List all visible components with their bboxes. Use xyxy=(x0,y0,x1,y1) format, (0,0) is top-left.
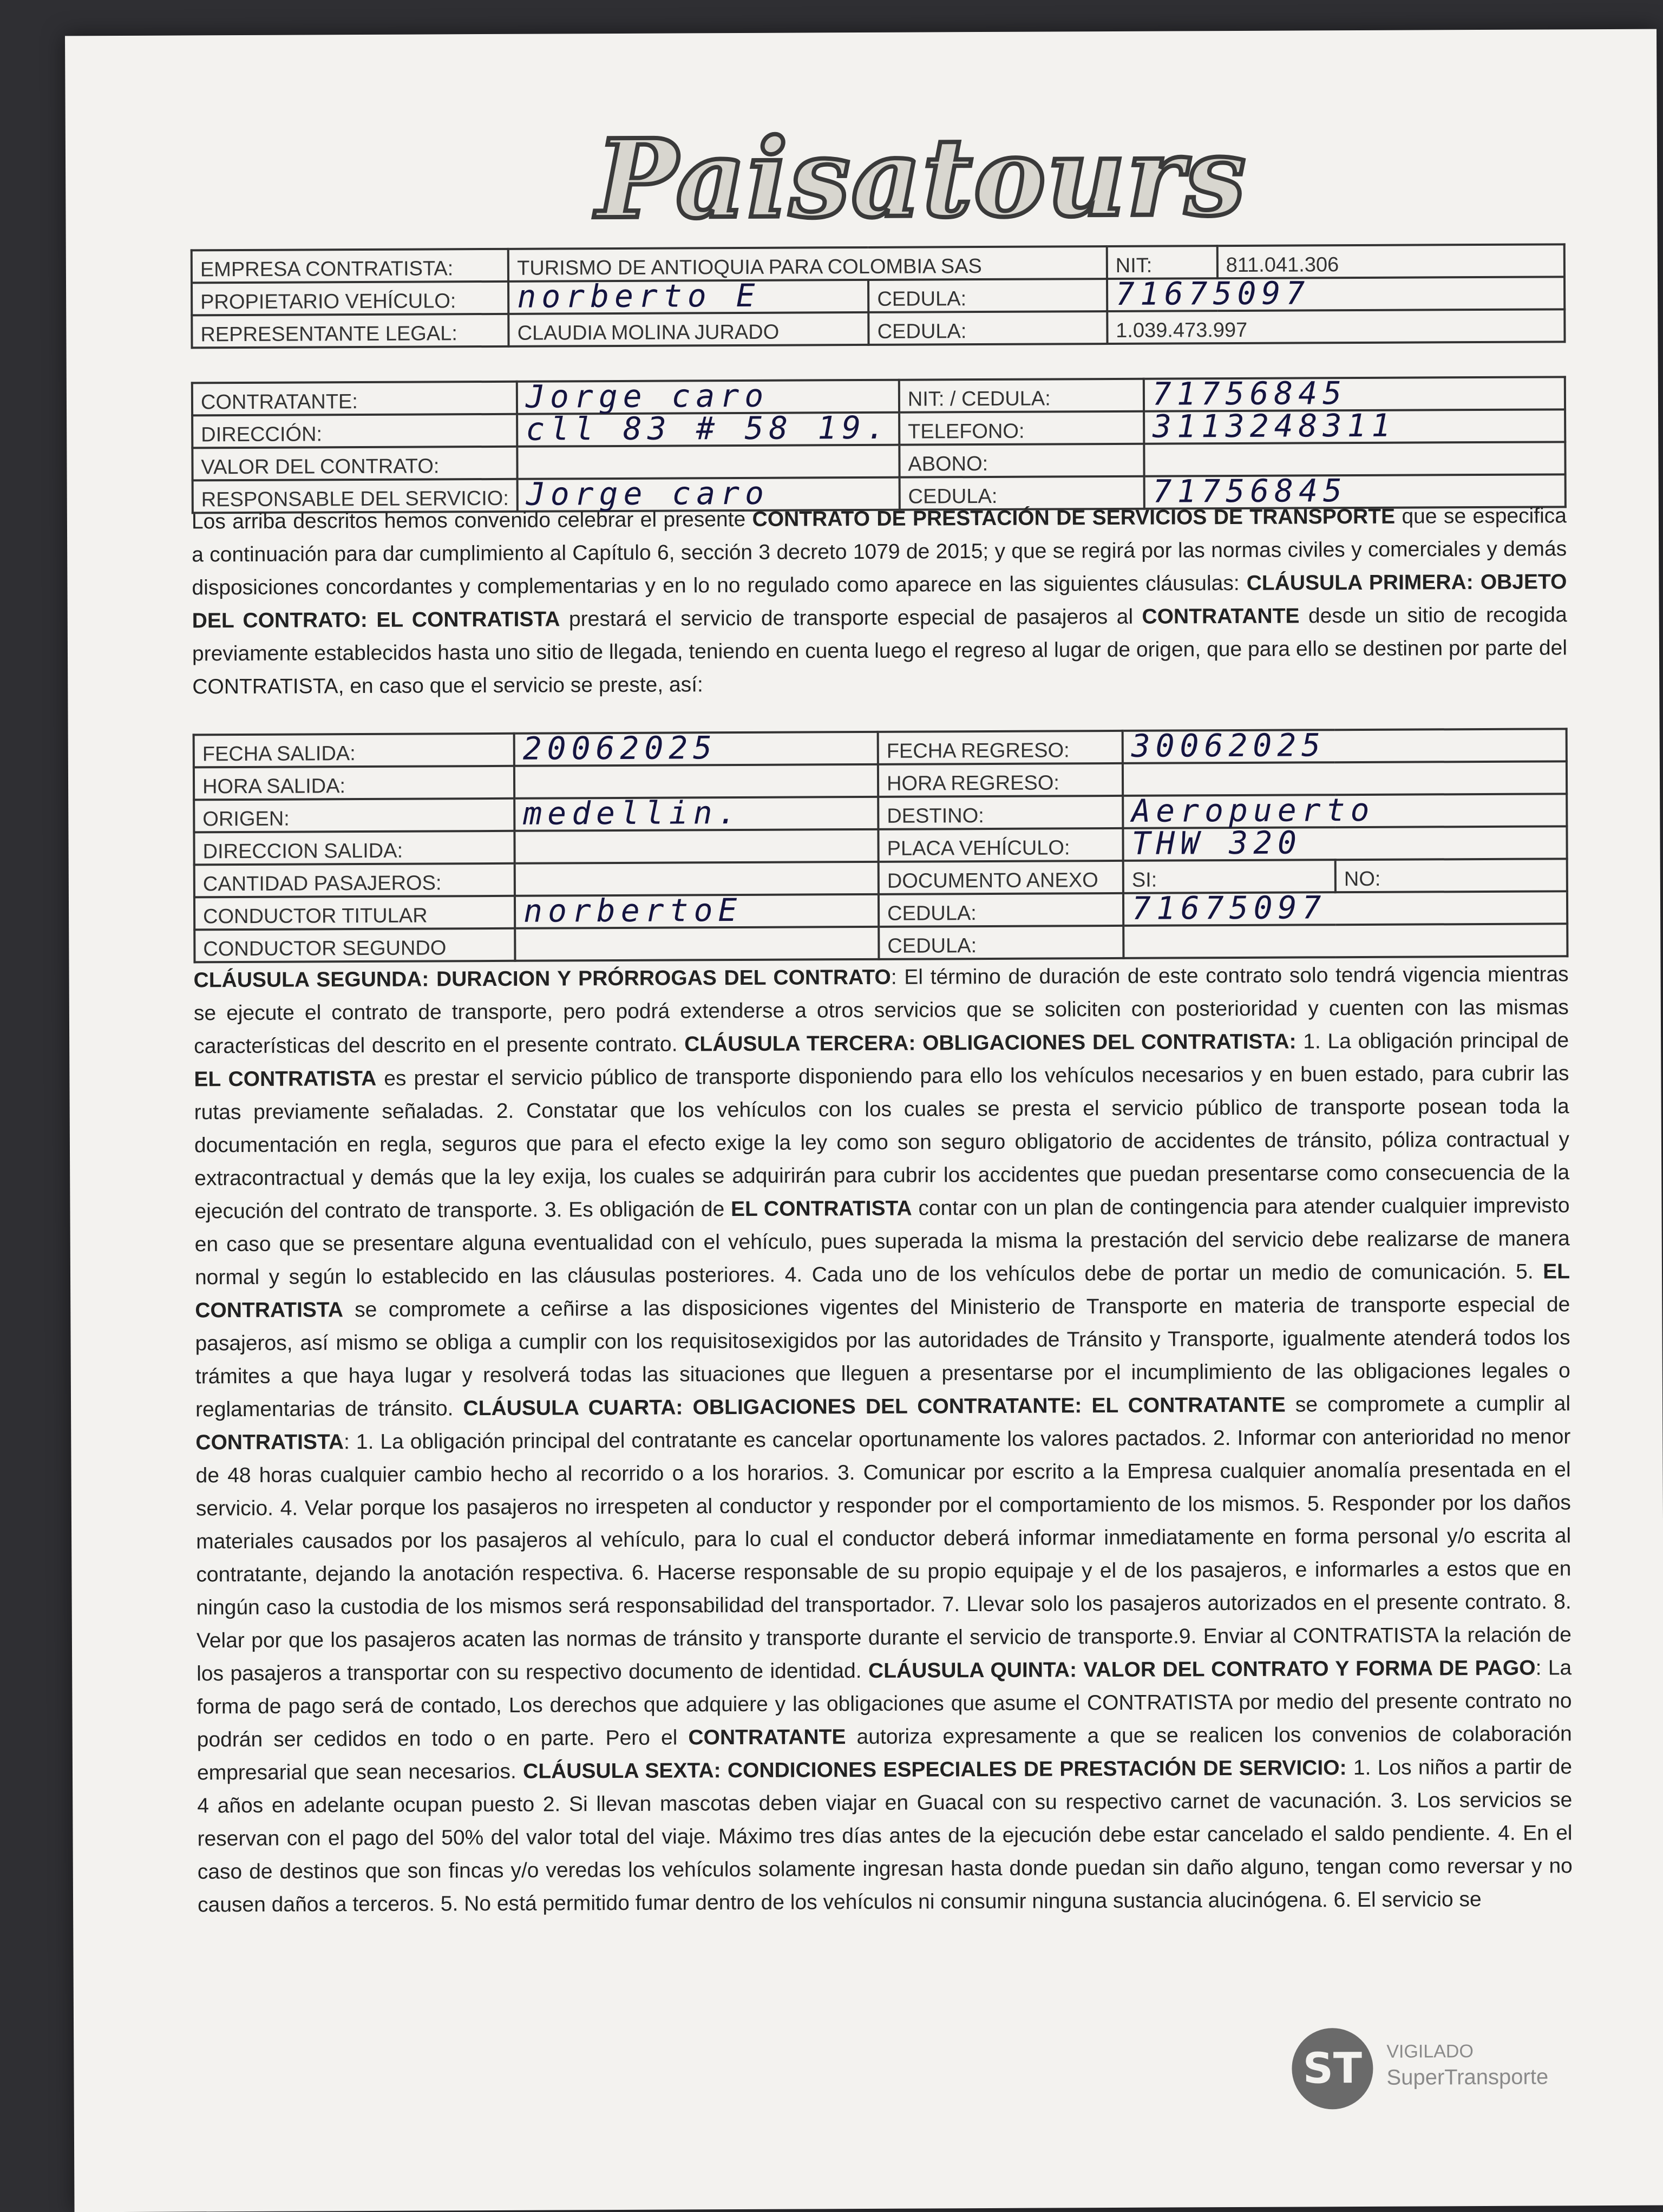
supertransporte-stamp xyxy=(1292,2027,1563,2104)
representante-value: CLAUDIA MOLINA JURADO xyxy=(509,312,869,346)
contratante-table xyxy=(191,376,1567,514)
fecha-salida-handwriting: 20062025 xyxy=(522,729,718,767)
cantidad-value xyxy=(515,862,879,896)
nit-cedula-handwriting: 71756845 xyxy=(1152,375,1347,413)
nit-cedula-label: NIT: / CEDULA: xyxy=(899,379,1144,413)
origen-handwriting: medellin. xyxy=(523,794,742,832)
propietario-value xyxy=(508,277,868,315)
hora-regreso-value xyxy=(1123,761,1567,796)
fecha-salida-label: FECHA SALIDA: xyxy=(194,734,514,768)
cantidad-label: CANTIDAD PASAJEROS: xyxy=(194,863,515,898)
cedula-titular-handwriting: 71675097 xyxy=(1131,889,1327,927)
nit-value: 811.041.306 xyxy=(1217,244,1564,278)
representante-label: REPRESENTANTE LEGAL: xyxy=(192,314,509,348)
documento-label: DOCUMENTO ANEXO xyxy=(879,861,1123,894)
cedula-handwriting: 71756845 xyxy=(1153,472,1348,510)
supertransporte-text: SuperTransporte xyxy=(1386,2065,1549,2090)
fecha-regreso-handwriting: 30062025 xyxy=(1131,727,1326,764)
fecha-regreso-label: FECHA REGRESO: xyxy=(878,731,1123,764)
contratante-handwriting: Jorge caro xyxy=(525,377,769,415)
cedula1-value xyxy=(1107,274,1564,312)
origen-value xyxy=(514,794,878,832)
cedula-segundo-label: CEDULA: xyxy=(879,926,1123,959)
responsable-handwriting: Jorge caro xyxy=(526,474,770,513)
fecha-salida-value xyxy=(514,729,878,767)
contratante-label: CONTRATANTE: xyxy=(192,382,517,416)
telefono-value xyxy=(1144,409,1565,443)
responsable-label: RESPONSABLE DEL SERVICIO: xyxy=(193,479,518,513)
direccion-value xyxy=(517,409,899,448)
logo-text: Paisatours xyxy=(595,113,1247,244)
hora-regreso-label: HORA REGRESO: xyxy=(878,763,1123,797)
vigilado-text: VIGILADO xyxy=(1386,2041,1474,2062)
cedula-titular-label: CEDULA: xyxy=(879,893,1123,927)
propietario-handwriting: norberto E xyxy=(517,277,761,315)
valor-label: VALOR DEL CONTRATO: xyxy=(192,447,517,481)
company-table xyxy=(191,243,1566,349)
destino-handwriting: Aeropuerto xyxy=(1131,791,1375,829)
fecha-regreso-value xyxy=(1123,729,1567,763)
conductor-titular-value xyxy=(515,891,879,930)
telefono-label: TELEFONO: xyxy=(899,411,1144,445)
company-logo xyxy=(595,107,1247,250)
empresa-value-text: TURISMO DE ANTIOQUIA PARA COLOMBIA SAS xyxy=(517,255,982,280)
no-cell: NO: xyxy=(1335,859,1567,892)
empresa-value xyxy=(508,246,1107,282)
placa-value xyxy=(1123,826,1567,861)
contract-page xyxy=(65,29,1663,2212)
destino-value xyxy=(1123,791,1567,829)
direccion-salida-value xyxy=(514,829,878,863)
direccion-label: DIRECCIÓN: xyxy=(192,414,517,448)
empresa-label: EMPRESA CONTRATISTA: xyxy=(192,249,509,283)
destino-label: DESTINO: xyxy=(878,796,1123,829)
nit-label: NIT: xyxy=(1107,246,1217,279)
cedula-label: CEDULA: xyxy=(899,476,1144,510)
intro-paragraph: Los arriba descritos hemos convenido celebrar el presente CONTRATO DE PRESTACIÓN DE SERVICIOS DE TRANSPORTE que se especifica a continuación para dar cumplimiento al Capítulo 6, sección 3 decreto 1079 de 2015; y que se regirá por las normas civiles y comerciales y demás disposiciones concordantes y complementarias y en lo no regulado como aparece en las siguientes cláusulas: CLÁUSULA PRIMERA: OBJETO DEL CONTRATO: EL CONTRATISTA prestará el servicio de transporte especial de pasajeros al CONTRATANTE desde un sitio de recogida previamente establecidos hasta uno sitio de llegada, teniendo en cuenta luego el regreso al lugar de origen, que para ello se destinen por parte del CONTRATISTA, en caso que el servicio se preste, así: xyxy=(191,504,1568,699)
abono-value xyxy=(1144,442,1565,476)
direccion-handwriting: cll 83 # 58 19. xyxy=(526,409,891,448)
supertransporte-logo-icon: ST xyxy=(1292,2028,1373,2110)
cedula2-value: 1.039.473.997 xyxy=(1107,309,1564,344)
conductor-segundo-value xyxy=(515,927,879,961)
placa-handwriting: THW 320 xyxy=(1131,824,1302,862)
cedula1-handwriting: 71675097 xyxy=(1115,274,1311,312)
conductor-segundo-label: CONDUCTOR SEGUNDO xyxy=(194,928,515,963)
clauses-paragraph: CLÁUSULA SEGUNDA: DURACION Y PRÓRROGAS DEL CONTRATO: El término de duración de este contrato solo tendrá vigencia mientras se ejecute el contrato de transporte, pero podrá extenderse a otros servicios que se soliciten con posterioridad y cuenten con las mismas características del descrito en el presente contrato. CLÁUSULA TERCERA: OBLIGACIONES DEL CONTRATISTA: 1. La obligación principal de EL CONTRATISTA es prestar el servicio público de transporte disponiendo para ello los vehículos necesarios y en buen estado, para cubrir las rutas previamente señaladas. 2. Constatar que los vehículos con los cuales se presta el servicio público de transporte posean toda la documentación en regla, seguros que para el efecto exige la ley como son seguro obligatorio de accidentes de tránsito, póliza contractual y extracontractual y demás que la ley exija, los cuales se adquirirán para cubrir los accidentes que puedan presentarse como consecuencia de la ejecución del contrato de transporte. 3. Es obligación de EL CONTRATISTA contar con un plan de contingencia para atender cualquier imprevisto en caso que se presentare alguna eventualidad con el vehículo, pues superada la misma la prestación del servicio debe realizarse de manera normal y según lo establecido en las cláusulas posteriores. 4. Cada uno de los vehículos debe de portar un medio de comunicación. 5. EL CONTRATISTA se compromete a ceñirse a las disposiciones vigentes del Ministerio de Transporte en materia de transporte especial de pasajeros, así mismo se obliga a cumplir con los requisitosexigidos por las autoridades de Tránsito y Transporte, igualmente atenderá todos los trámites a que haya lugar y resolverá todas las situaciones que lleguen a presentarse por el incumplimiento de las obligaciones legales o reglamentarias de tránsito. CLÁUSULA CUARTA: OBLIGACIONES DEL CONTRATANTE: EL CONTRATANTE se compromete a cumplir al CONTRATISTA: 1. La obligación principal del contratante es cancelar oportunamente los valores pactados. 2. Informar con anterioridad no menor de 48 horas cualquier cambio hecho al recorrido o a los horarios. 3. Comunicar por escrito a la Empresa cualquier anomalía presentada en el servicio. 4. Velar porque los pasajeros no irrespeten al conductor y responder por el comportamiento de los mismos. 5. Responder por los daños materiales causados por los pasajeros al vehículo, para lo cual el conductor deberá informar inmediatamente en forma personal y/o escrita al contratante, dejando la anotación respectiva. 6. Hacerse responsable de su propio equipaje y el de los pasajeros, e informarles a estos que en ningún caso la custodia de los mismos será responsabilidad del transportador. 7. Llevar solo los pasajeros autorizados en el presente contrato. 8. Velar por que los pasajeros acaten las normas de tránsito y transporte durante el servicio de transporte.9. Enviar al CONTRATISTA la relación de los pasajeros a transportar con su respectivo documento de identidad. CLÁUSULA QUINTA: VALOR DEL CONTRATO Y FORMA DE PAGO: La forma de pago será de contado, Los derechos que adquiere y las obligaciones que asume el CONTRATISTA por medio del presente contrato no podrán ser cedidos en todo o en parte. Pero el CONTRATANTE autoriza expresamente a que se realicen los convenios de colaboración empresarial que sean necesarios. CLÁUSULA SEXTA: CONDICIONES ESPECIALES DE PRESTACIÓN DE SERVICIO: 1. Los niños a partir de 4 años en adelante ocupan puesto 2. Si llevan mascotas deben viajar en Guacal con su respectivo carnet de vacunación. 3. Los servicios se reservan con el pago del 50% del valor total del viaje. Máximo tres días antes de la ejecución debe estar cancelado el saldo pendiente. 4. En el caso de destinos que son fincas y/o veredas los vehículos solamente ingresan hasta donde puedan sin daño alguno, tengan como reversar y no causen daños a terceros. 5. No está permitido fumar dentro de los vehículos ni consumir ninguna sustancia alucinógena. 6. El servicio se xyxy=(193,963,1573,1917)
cedula1-label: CEDULA: xyxy=(868,279,1107,312)
placa-label: PLACA VEHÍCULO: xyxy=(878,828,1123,862)
trip-table xyxy=(193,728,1569,963)
direccion-salida-label: DIRECCION SALIDA: xyxy=(194,831,514,865)
valor-value xyxy=(517,445,899,479)
hora-salida-value xyxy=(514,764,878,799)
hora-salida-label: HORA SALIDA: xyxy=(194,766,514,800)
propietario-label: PROPIETARIO VEHÍCULO: xyxy=(192,282,509,316)
cedula2-label: CEDULA: xyxy=(869,311,1108,345)
abono-label: ABONO: xyxy=(899,444,1144,477)
conductor-titular-label: CONDUCTOR TITULAR xyxy=(194,896,515,930)
origen-label: ORIGEN: xyxy=(194,799,514,833)
cedula-segundo-value xyxy=(1123,924,1567,958)
cedula-titular-value xyxy=(1123,891,1567,926)
telefono-handwriting: 3113248311 xyxy=(1152,407,1396,445)
conductor-titular-handwriting: norbertoE xyxy=(523,891,743,930)
nit-cedula-value xyxy=(1144,377,1565,411)
si-cell: SI: xyxy=(1123,860,1335,893)
